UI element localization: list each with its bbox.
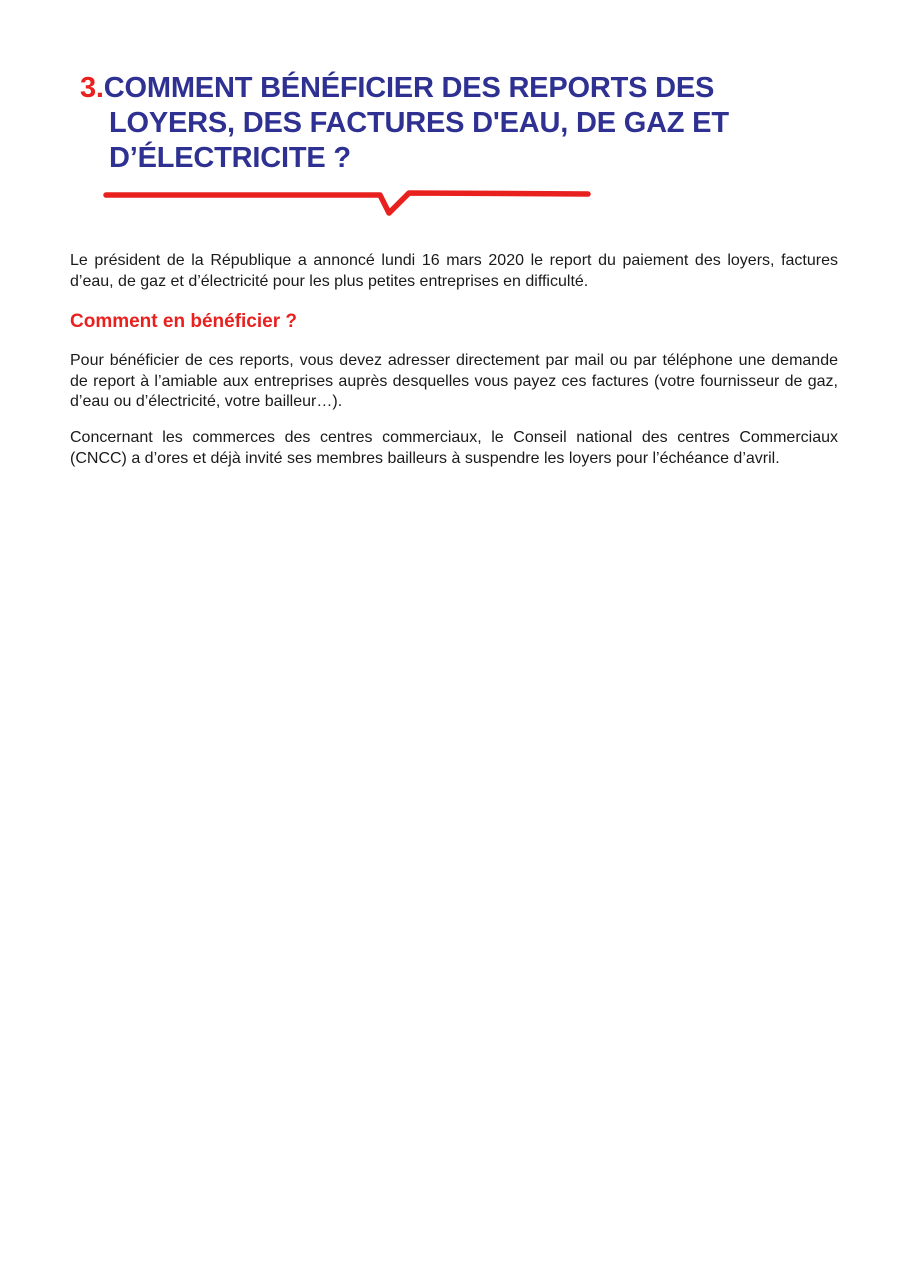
section-number: 3. [80,72,104,104]
paragraph-how-to-benefit: Pour bénéficier de ces reports, vous devez adresser directement par mail ou par téléphone une demande de report à l’amiable aux entreprises auprès desquelles vous payez ces factures (votre fournisseur de gaz, d’eau ou d’électricité, votre bailleur…). [70,352,838,410]
section-heading [80,71,785,176]
intro-paragraph: Le président de la République a annoncé lundi 16 mars 2020 le report du paiement des loyers, factures d’eau, de gaz et d’électricité pour les plus petites entreprises en difficulté. [70,252,838,290]
subheading-comment-en-beneficier: Comment en bénéficier ? [70,311,297,332]
paragraph-cncc: Concernant les commerces des centres commerciaux, le Conseil national des centres Commerciaux (CNCC) a d’ores et déjà invité ses membres bailleurs à suspendre les loyers pour l’échéance d’avril. [70,429,838,467]
section-title: COMMENT BÉNÉFICIER DES REPORTS DES LOYERS, DES FACTURES D'EAU, DE GAZ ET D’ÉLECTRICITE ? [103,72,729,174]
heading-underline-squiggle-icon [103,186,593,220]
